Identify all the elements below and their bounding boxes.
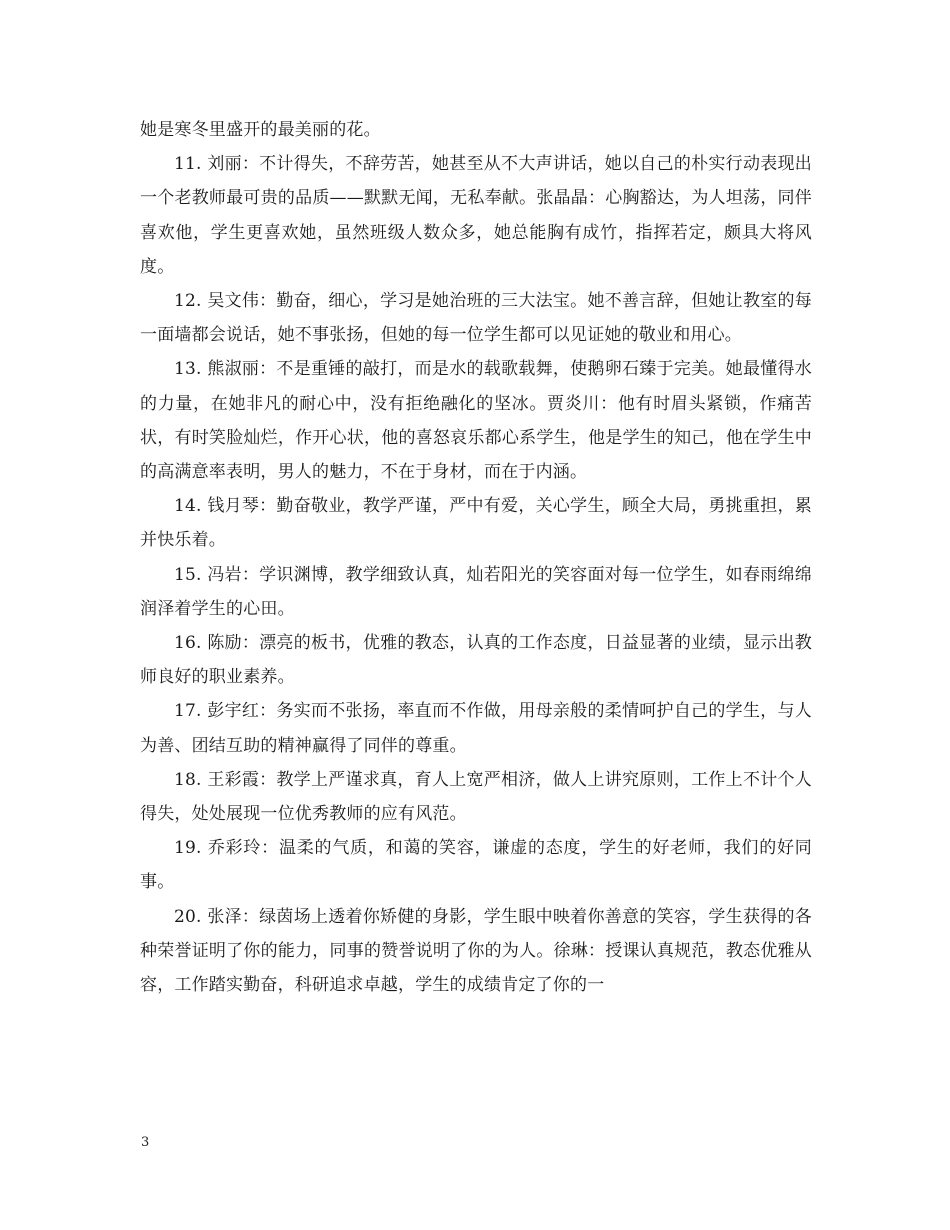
paragraph-item-19: 19. 乔彩玲：温柔的气质，和蔼的笑容，谦虚的态度，学生的好老师，我们的好同事。	[140, 838, 812, 893]
document-body	[140, 113, 812, 1002]
paragraph-item-18: 18. 王彩霞：教学上严谨求真，育人上宽严相济，做人上讲究原则，工作上不计个人得失，处处展现一位优秀教师的应有风范。	[140, 769, 812, 825]
paragraph-item-20: 20. 张泽：绿茵场上透着你矫健的身影，学生眼中映着你善意的笑容，学生获得的各种荣誉证明了你的能力，同事的赞誉说明了你的为人。徐琳：授课认真规范，教态优雅从容，工作踏实勤奋，科研追求卓越，学生的成绩肯定了你的一	[140, 906, 812, 996]
page-number: 3	[141, 1135, 150, 1150]
paragraph-item-14: 14. 钱月琴：勤奋敬业，教学严谨，严中有爱，关心学生，顾全大局，勇挑重担，累并快乐着。	[140, 496, 812, 551]
paragraph-item-13: 13. 熊淑丽：不是重锤的敲打，而是水的载歌载舞，使鹅卵石臻于完美。她最懂得水的力量，在她非凡的耐心中，没有拒绝融化的坚冰。贾炎川：他有时眉头紧锁，作痛苦状，有时笑脸灿烂，作开心状，他的喜怒哀乐都心系学生，他是学生的知己，他在学生中的高满意率表明，男人的魅力，不在于身材，而在于内涵。	[140, 359, 812, 483]
paragraph-continuation: 她是寒冬里盛开的最美丽的花。	[140, 120, 381, 140]
paragraph-item-15: 15. 冯岩：学识渊博，教学细致认真，灿若阳光的笑容面对每一位学生，如春雨绵绵润泽着学生的心田。	[140, 564, 812, 619]
paragraph-item-11: 11. 刘丽：不计得失，不辞劳苦，她甚至从不大声讲话，她以自己的朴实行动表现出一个老教师最可贵的品质——默默无闻，无私奉献。张晶晶：心胸豁达，为人坦荡，同伴喜欢他，学生更喜欢她，虽然班级人数众多，她总能胸有成竹，指挥若定，颇具大将风度。	[140, 154, 812, 277]
paragraph-item-16: 16. 陈励：漂亮的板书，优雅的教态，认真的工作态度，日益显著的业绩，显示出教师良好的职业素养。	[140, 633, 812, 688]
paragraph-item-17: 17. 彭宇红：务实而不张扬，率直而不作做，用母亲般的柔情呵护自己的学生，与人为善、团结互助的精神赢得了同伴的尊重。	[140, 701, 812, 756]
paragraph-item-12: 12. 吴文伟：勤奋，细心，学习是她治班的三大法宝。她不善言辞，但她让教室的每一面墙都会说话，她不事张扬，但她的每一位学生都可以见证她的敬业和用心。	[140, 291, 812, 346]
